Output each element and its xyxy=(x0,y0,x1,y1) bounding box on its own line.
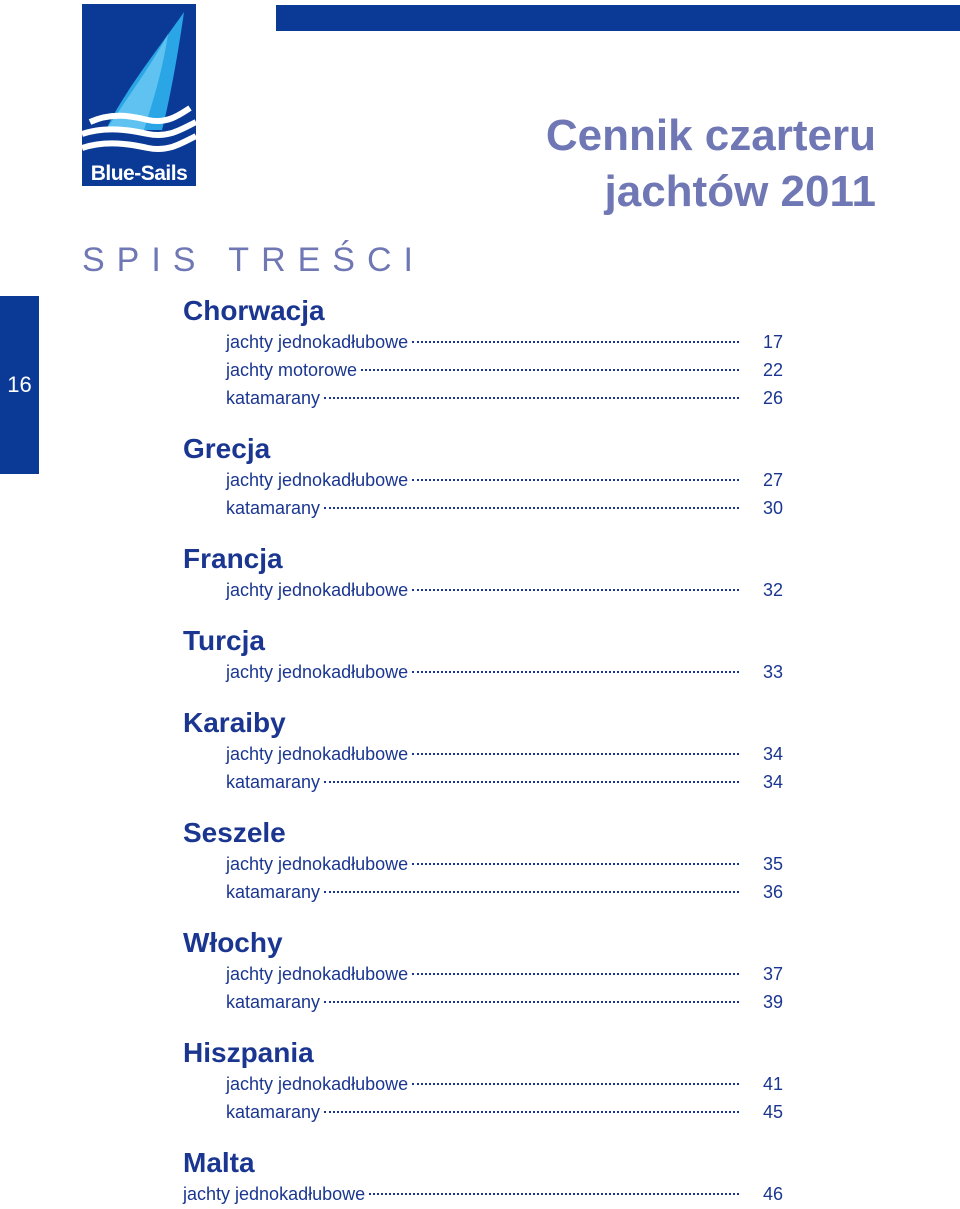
entry-label: jachty jednokadłubowe xyxy=(226,470,409,490)
dot-leader xyxy=(412,753,739,755)
toc-heading: SPIS TREŚCI xyxy=(82,241,425,279)
toc-section xyxy=(183,294,783,412)
toc-section xyxy=(183,816,783,906)
dot-leader xyxy=(369,1193,739,1195)
entry-page-number: 26 xyxy=(762,388,783,408)
entry-page-number: 35 xyxy=(762,854,783,874)
entry-page-number: 27 xyxy=(762,470,783,490)
toc-entry[interactable] xyxy=(183,850,783,878)
toc-entry[interactable] xyxy=(183,328,783,356)
dot-leader xyxy=(324,1001,739,1003)
entry-label: jachty motorowe xyxy=(226,360,358,380)
toc-section xyxy=(183,542,783,604)
dot-leader xyxy=(412,671,739,673)
toc-entry[interactable] xyxy=(183,356,783,384)
entry-page-number: 39 xyxy=(762,992,783,1012)
section-title: Malta xyxy=(183,1147,255,1178)
dot-leader xyxy=(324,397,739,399)
dot-leader xyxy=(324,781,739,783)
toc-entry[interactable] xyxy=(183,878,783,906)
entry-label: jachty jednokadłubowe xyxy=(226,964,409,984)
toc-entry[interactable] xyxy=(183,1098,783,1126)
sailboat-icon xyxy=(82,4,196,164)
toc-section xyxy=(183,926,783,1016)
entry-page-number: 32 xyxy=(762,580,783,600)
entry-label: jachty jednokadłubowe xyxy=(226,662,409,682)
entry-label: jachty jednokadłubowe xyxy=(226,332,409,352)
toc-entry[interactable] xyxy=(183,466,783,494)
entry-label: katamarany xyxy=(226,1102,321,1122)
entry-label: jachty jednokadłubowe xyxy=(183,1184,366,1204)
dot-leader xyxy=(412,589,739,591)
dot-leader xyxy=(324,507,739,509)
entry-page-number: 33 xyxy=(762,662,783,682)
top-banner-bar xyxy=(276,5,960,31)
entry-page-number: 34 xyxy=(762,772,783,792)
entry-page-number: 30 xyxy=(762,498,783,518)
toc-section xyxy=(183,624,783,686)
entry-label: jachty jednokadłubowe xyxy=(226,854,409,874)
entry-page-number: 34 xyxy=(762,744,783,764)
dot-leader xyxy=(324,891,739,893)
section-title: Grecja xyxy=(183,433,271,464)
dot-leader xyxy=(412,1083,739,1085)
page-number: 16 xyxy=(7,372,32,397)
toc-section xyxy=(183,432,783,522)
blue-sails-logo xyxy=(82,4,196,186)
dot-leader xyxy=(324,1111,739,1113)
entry-page-number: 36 xyxy=(762,882,783,902)
entry-label: katamarany xyxy=(226,498,321,518)
toc-entry[interactable] xyxy=(183,494,783,522)
page-number-tab xyxy=(0,296,39,474)
section-title: Hiszpania xyxy=(183,1037,314,1068)
toc-entry[interactable] xyxy=(183,658,783,686)
entry-label: jachty jednokadłubowe xyxy=(226,1074,409,1094)
dot-leader xyxy=(361,369,739,371)
toc-entry[interactable] xyxy=(183,988,783,1016)
page-title xyxy=(546,108,876,220)
section-title: Seszele xyxy=(183,817,286,848)
dot-leader xyxy=(412,479,739,481)
logo-wordmark: Blue-Sails xyxy=(90,162,188,185)
dot-leader xyxy=(412,863,739,865)
section-title: Karaiby xyxy=(183,707,286,738)
toc-section xyxy=(183,1036,783,1126)
entry-page-number: 41 xyxy=(762,1074,783,1094)
toc-entry[interactable] xyxy=(183,768,783,796)
section-title: Włochy xyxy=(183,927,283,958)
entry-page-number: 17 xyxy=(762,332,783,352)
section-title: Chorwacja xyxy=(183,295,325,326)
entry-page-number: 46 xyxy=(762,1184,783,1204)
entry-label: katamarany xyxy=(226,772,321,792)
toc-entry[interactable] xyxy=(183,960,783,988)
entry-label: katamarany xyxy=(226,882,321,902)
toc-section xyxy=(183,1146,783,1208)
toc-entry[interactable] xyxy=(183,1070,783,1098)
dot-leader xyxy=(412,341,739,343)
entry-label: katamarany xyxy=(226,992,321,1012)
dot-leader xyxy=(412,973,739,975)
entry-label: jachty jednokadłubowe xyxy=(226,744,409,764)
toc-section xyxy=(183,706,783,796)
section-title: Francja xyxy=(183,543,283,574)
title-line-2: jachtów 2011 xyxy=(604,167,876,216)
title-line-1: Cennik czarteru xyxy=(545,111,876,160)
entry-page-number: 37 xyxy=(762,964,783,984)
entry-page-number: 45 xyxy=(762,1102,783,1122)
section-title: Turcja xyxy=(183,625,265,656)
entry-label: katamarany xyxy=(226,388,321,408)
table-of-contents xyxy=(183,294,783,1208)
toc-entry[interactable] xyxy=(183,576,783,604)
entry-label: jachty jednokadłubowe xyxy=(226,580,409,600)
toc-entry[interactable] xyxy=(183,740,783,768)
toc-entry[interactable] xyxy=(183,384,783,412)
entry-page-number: 22 xyxy=(762,360,783,380)
toc-entry[interactable] xyxy=(183,1180,783,1208)
